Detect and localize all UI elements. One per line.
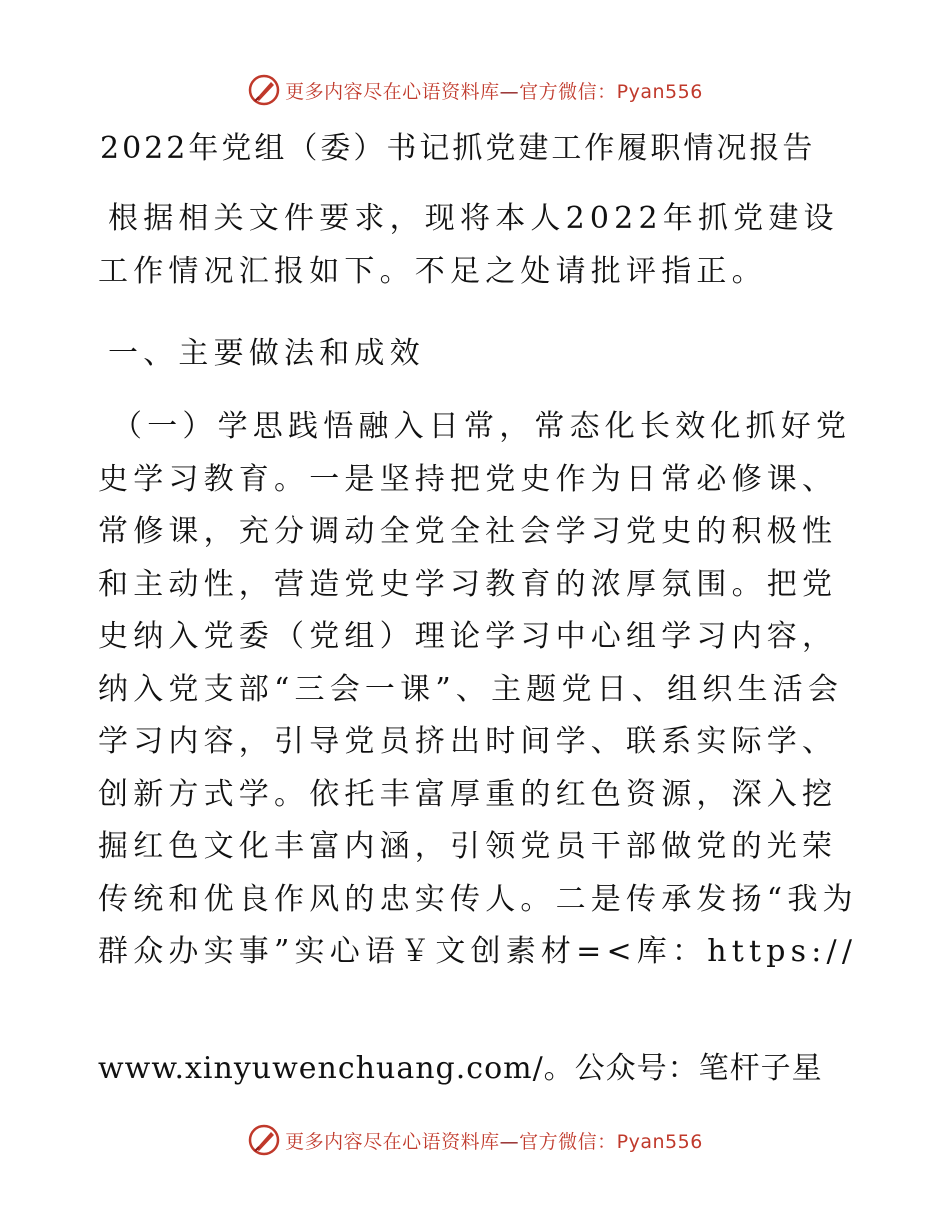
header-watermark	[0, 70, 950, 110]
section-heading: 一、主要做法和成效	[108, 336, 425, 371]
quill-logo-icon	[247, 1123, 281, 1157]
footer-watermark	[0, 1120, 950, 1160]
document-title: 2022年党组（委）书记抓党建工作履职情况报告	[100, 131, 816, 166]
intro-paragraph: 根据相关文件要求，现将本人2022年抓党建设工作情况汇报如下。不足之处请批评指正。	[98, 201, 839, 289]
watermark-text: 更多内容尽在心语资料库—官方微信：Pyan556	[285, 80, 703, 103]
body-paragraph: （一）学思践悟融入日常，常态化长效化抓好党史学习教育。一是坚持把党史作为日常必修课、常修课，充分调动全党全社会学习党史的积极性和主动性，营造党史学习教育的浓厚氛围。把党史纳入党委（党组）理论学习中心组学习内容，纳入党支部“三会一课”、主题党日、组织生活会学习内容，引导党员挤出时间学、联系实际学、创新方式学。依托丰富厚重的红色资源，深入挖掘红色文化丰富内涵，引领党员干部做党的光荣传统和优良作风的忠实传人。二是传承发扬“我为群众办实事”实心语￥文创素材=<库：https://	[98, 409, 858, 969]
url-line: www.xinyuwenchuang.com/。公众号：笔杆子星	[98, 1051, 823, 1086]
quill-logo-icon	[247, 73, 281, 107]
watermark-text: 更多内容尽在心语资料库—官方微信：Pyan556	[285, 1130, 703, 1153]
